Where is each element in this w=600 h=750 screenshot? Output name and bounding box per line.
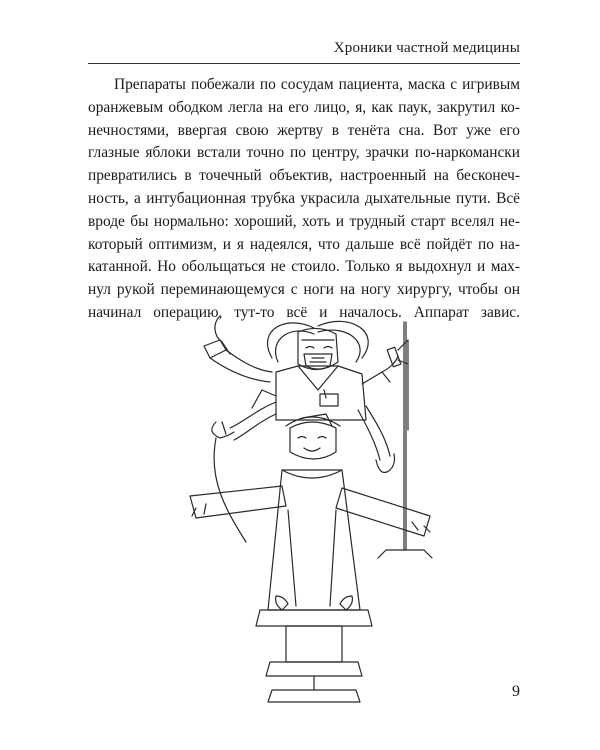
- page-number: 9: [512, 683, 520, 700]
- surgeon-head: [298, 328, 338, 369]
- header-rule: [88, 63, 520, 64]
- raised-arms: [268, 321, 369, 362]
- arm-boards: [190, 486, 430, 536]
- paragraph: Препараты побежали по сосудам пациента, маска с игривым оранжевым ободком легла на его лицо, я, как паук, закрутил конечностями, ввергая свою жертву в тенёта сна. Вот уже его глазные яблоки встали точно по центру, зрачки по-наркомански превратились в точечный объектив, настроенный на бесконечность, а интубационная трубка украсила дыхательные пути. Всё вроде бы нормально: хороший, хоть и трудный старт вселял некоторый оптимизм, и я надеялся, что дальше всё пойдёт по накатанной. Но обольщаться не стоило. Только я выдохнул и махнул рукой переминающемуся с ноги на ногу хирургу, чтобы он начинал операцию, тут-то всё и началось. Аппарат завис.: [88, 76, 520, 321]
- scalpel-arm: [204, 316, 272, 382]
- iv-stand: [378, 322, 432, 558]
- surgeon-sketch: [186, 310, 434, 710]
- illustration: [186, 310, 434, 710]
- running-head: Хроники частной медицины: [333, 40, 520, 56]
- body-text: [88, 74, 520, 325]
- patient-head: [286, 414, 340, 459]
- operating-table: [256, 610, 372, 702]
- patient-drape: [268, 470, 360, 610]
- patient-feet: [276, 596, 353, 610]
